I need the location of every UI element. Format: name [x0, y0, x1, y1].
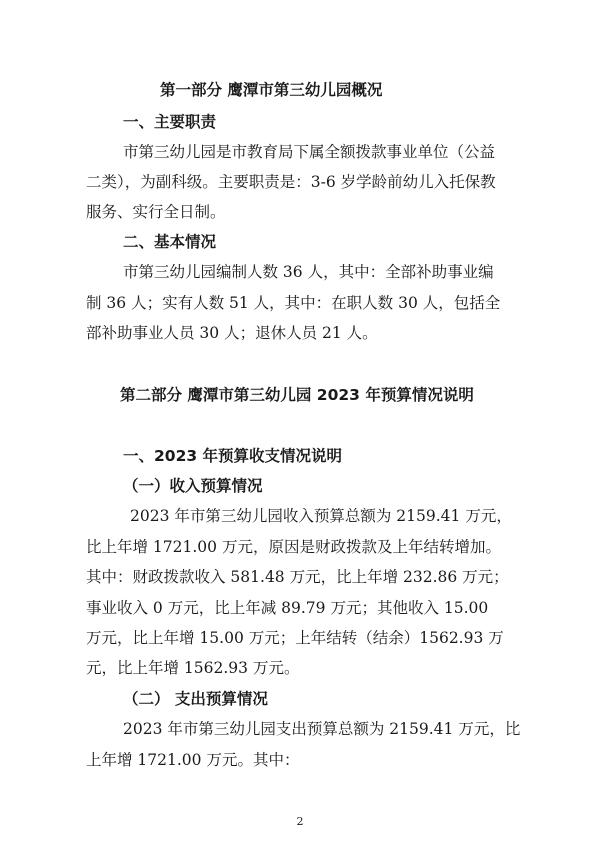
income-line: 比上年增 1721.00 万元，原因是财政拨款及上年结转增加。 — [86, 538, 501, 556]
part1-section2-line: 市第三幼儿园编制人数 36 人，其中：全部补助事业编 — [123, 263, 494, 281]
part1-section2-line: 制 36 人；实有人数 51 人，其中：在职人数 30 人，包括全 — [86, 294, 501, 312]
income-line: 2023 年市第三幼儿园收入预算总额为 2159.41 万元， — [130, 507, 512, 525]
part1-section2-heading: 二、基本情况 — [123, 233, 217, 251]
part1-section2-line: 部补助事业人员 30 人；退休人员 21 人。 — [86, 324, 378, 342]
income-line: 万元，比上年增 15.00 万元；上年结转（结余）1562.93 万 — [86, 629, 504, 647]
page-number: 2 — [296, 815, 304, 828]
income-heading: （一）收入预算情况 — [123, 477, 263, 495]
part1-title: 第一部分 鹰潭市第三幼儿园概况 — [160, 81, 383, 99]
income-line: 元，比上年增 1562.93 万元。 — [86, 659, 300, 677]
income-line: 其中：财政拨款收入 581.48 万元，比上年增 232.86 万元； — [86, 568, 509, 586]
expense-line: 2023 年市第三幼儿园支出预算总额为 2159.41 万元，比 — [123, 720, 521, 738]
income-line: 事业收入 0 万元，比上年减 89.79 万元；其他收入 15.00 — [86, 599, 489, 617]
part1-section1-line: 服务、实行全日制。 — [86, 203, 226, 221]
expense-heading: （二） 支出预算情况 — [123, 690, 268, 708]
expense-line: 上年增 1721.00 万元。其中： — [86, 751, 300, 769]
part1-section1-line: 二类），为副科级。主要职责是：3-6 岁学龄前幼儿入托保教 — [86, 173, 496, 191]
part2-section1-heading: 一、2023 年预算收支情况说明 — [123, 447, 343, 465]
part1-section1-line: 市第三幼儿园是市教育局下属全额拨款事业单位（公益 — [123, 143, 496, 161]
part1-section1-heading: 一、主要职责 — [123, 113, 217, 131]
part2-title: 第二部分 鹰潭市第三幼儿园 2023 年预算情况说明 — [120, 386, 474, 404]
